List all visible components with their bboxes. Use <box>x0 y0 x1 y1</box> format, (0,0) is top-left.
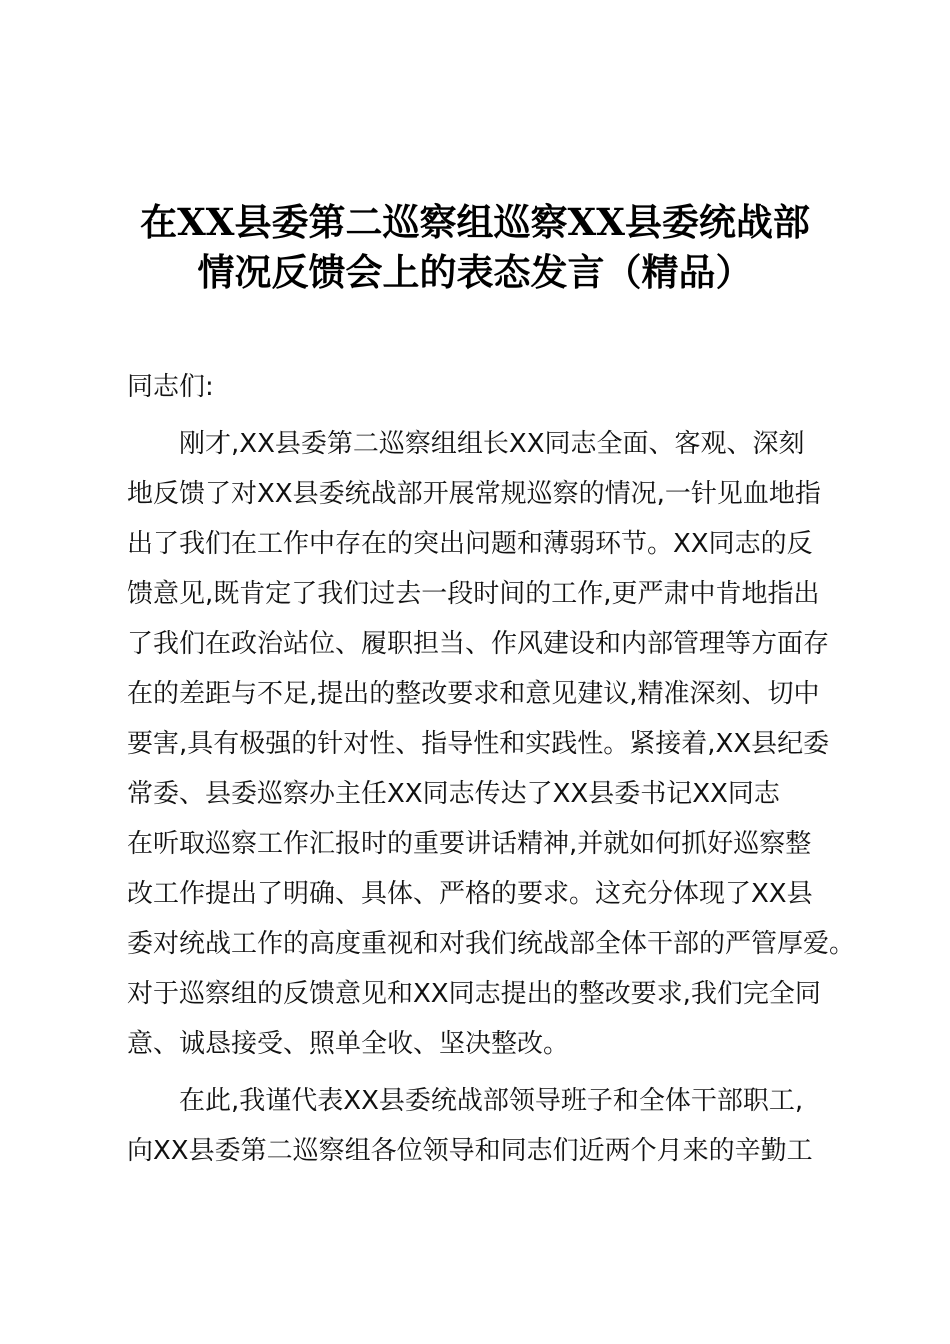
paragraph-line: 委对统战工作的高度重视和对我们统战部全体干部的严管厚爱。 <box>127 929 856 959</box>
paragraph-line: 常委、县委巡察办主任XX同志传达了XX县委书记XX同志 <box>127 779 780 809</box>
paragraph-line: 在此,我谨代表XX县委统战部领导班子和全体干部职工, <box>179 1086 804 1116</box>
paragraph-line: 对于巡察组的反馈意见和XX同志提出的整改要求,我们完全同 <box>127 979 821 1009</box>
document-title-line-2: 情况反馈会上的表态发言（精品） <box>197 250 753 294</box>
paragraph-line: 改工作提出了明确、具体、严格的要求。这充分体现了XX县 <box>127 879 813 909</box>
paragraph-line: 地反馈了对XX县委统战部开展常规巡察的情况,一针见血地指 <box>127 479 821 509</box>
paragraph-line: 出了我们在工作中存在的突出问题和薄弱环节。XX同志的反 <box>127 529 813 559</box>
paragraph-line: 意、诚恳接受、照单全收、坚决整改。 <box>127 1029 570 1059</box>
paragraph-line: 在听取巡察工作汇报时的重要讲话精神,并就如何抓好巡察整 <box>127 829 812 859</box>
paragraph-line: 刚才,XX县委第二巡察组组长XX同志全面、客观、深刻 <box>179 429 805 459</box>
document-title-line-1: 在XX县委第二巡察组巡察XX县委统战部 <box>140 200 810 244</box>
salutation: 同志们: <box>127 372 214 402</box>
paragraph-line: 要害,具有极强的针对性、指导性和实践性。紧接着,XX县纪委 <box>127 729 830 759</box>
paragraph-line: 了我们在政治站位、履职担当、作风建设和内部管理等方面存 <box>127 629 830 659</box>
paragraph-line: 向XX县委第二巡察组各位领导和同志们近两个月来的辛勤工 <box>127 1136 813 1166</box>
paragraph-line: 馈意见,既肯定了我们过去一段时间的工作,更严肃中肯地指出 <box>127 579 820 609</box>
paragraph-line: 在的差距与不足,提出的整改要求和意见建议,精准深刻、切中 <box>127 679 820 709</box>
